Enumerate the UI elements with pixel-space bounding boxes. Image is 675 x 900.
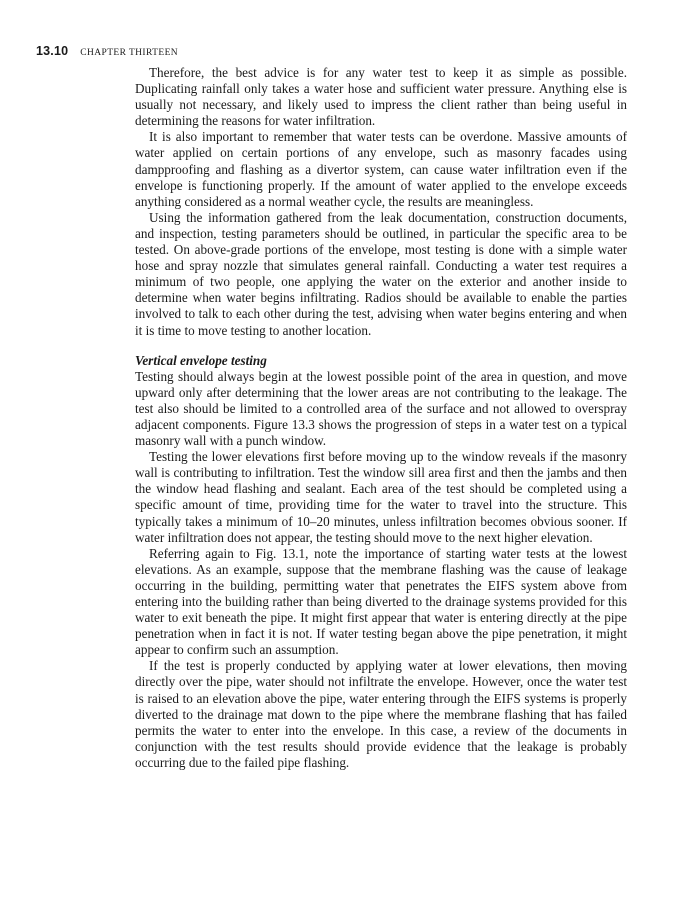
page-number: 13.10 bbox=[36, 44, 69, 58]
section-heading: Vertical envelope testing bbox=[135, 352, 267, 368]
paragraph: Referring again to Fig. 13.1, note the importance of starting water tests at the lowest elevations. As an example, suppose that the membrane flashing was the cause of leakage occurring in the building, permitting water that penetrates the EIFS system above from entering into the building rather than being diverted to the drainage systems provided for this water to exit beneath the pipe. It might first appear that water is entering directly at the pipe penetration when in fact it is not. If water testing began above the pipe penetration, it might appear to confirm such an assumption. bbox=[135, 545, 627, 658]
running-header bbox=[36, 44, 178, 58]
paragraph: If the test is properly conducted by applying water at lower elevations, then moving directly over the pipe, water should not infiltrate the envelope. However, once the water test is raised to an elevation above the pipe, water entering through the EIFS systems is properly diverted to the drainage mat down to the pipe where the membrane flashing that has failed permits the water to enter into the envelope. In this case, a review of the documents in conjunction with the test results should provide evidence that the leakage is probably occurring due to the failed pipe flashing. bbox=[135, 658, 627, 770]
paragraph: Therefore, the best advice is for any water test to keep it as simple as possible. Duplicating rainfall only takes a water hose and sufficient water pressure. Anything else is usually not necessary, and likely used to impress the client rather than being useful in determining the reasons for water infiltration. bbox=[135, 65, 627, 129]
paragraph: It is also important to remember that water tests can be overdone. Massive amounts of water applied on certain portions of any envelope, such as masonry facades using dampproofing and flashing as a divertor system, can cause water infiltration even if the envelope is functioning properly. If the amount of water applied to the envelope exceeds anything considered as a normal weather cycle, the results are meaningless. bbox=[135, 129, 627, 209]
paragraph: Testing should always begin at the lowest possible point of the area in question, and move upward only after determining that the lower areas are not contributing to the leakage. The test also should be limited to a controlled area of the surface and not allowed to overspray adjacent components. Figure 13.3 shows the progression of steps in a water test on a typical masonry wall with a punch window. bbox=[135, 368, 627, 449]
paragraph: Using the information gathered from the leak documentation, construction documents, and inspection, testing parameters should be outlined, in particular the specific area to be tested. On above-grade portions of the envelope, most testing is done with a simple water hose and spray nozzle that simulates general rainfall. Conducting a water test requires a minimum of two people, one applying the water on the exterior and another inside to determine when water begins infiltrating. Radios should be available to enable the parties involved to talk to each other during the test, advising when water begins entering and when it is time to move testing to another location. bbox=[135, 209, 627, 338]
body-text bbox=[135, 65, 627, 771]
chapter-title: CHAPTER THIRTEEN bbox=[80, 48, 179, 58]
paragraph: Testing the lower elevations first before moving up to the window reveals if the masonry wall is contributing to infiltration. Test the window sill area first and then the jambs and then the window head flashing and sealant. Each area of the test should be completed using a specific amount of time, providing time for the water to travel into the structure. This typically takes a minimum of 10–20 minutes, unless infiltration becomes obvious sooner. If water infiltration does not appear, the testing should move to the next higher elevation. bbox=[135, 449, 627, 545]
